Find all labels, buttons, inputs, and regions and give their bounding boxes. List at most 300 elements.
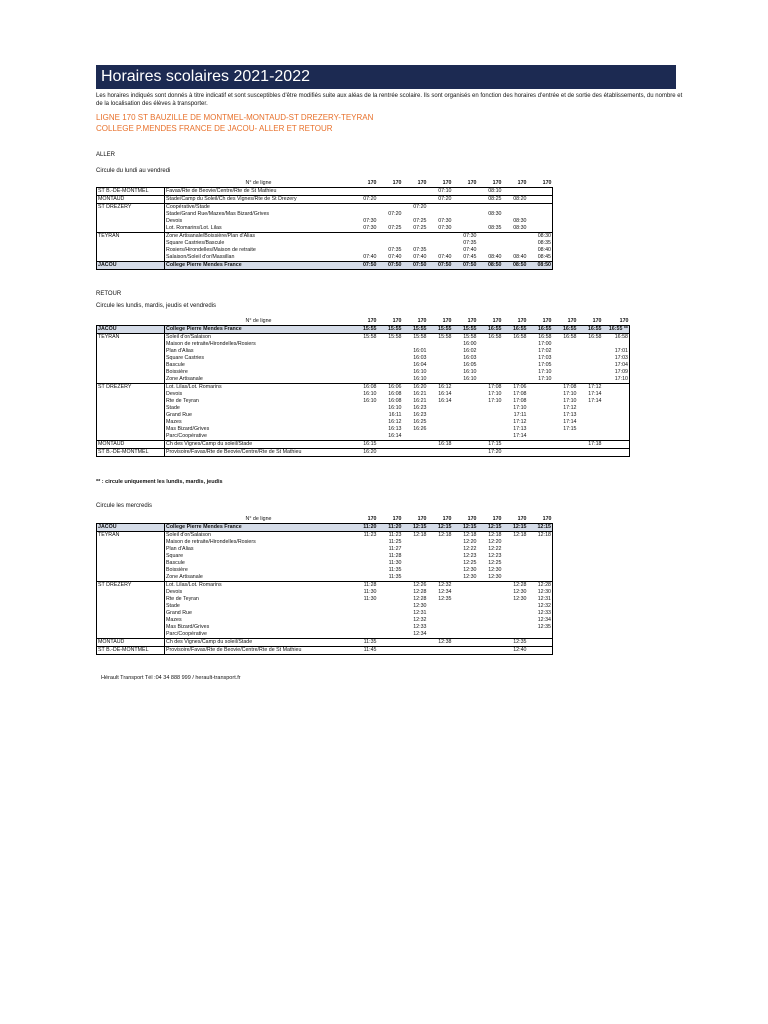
time-cell [478,426,503,433]
time-cell: 17:08 [513,391,527,398]
time-cell: 12:35 [503,639,528,647]
line-number: 170 [528,516,553,524]
table-row [97,369,630,376]
time-cell: 07:50 [353,262,378,270]
line-number: 170 [428,180,453,188]
time-cell [503,449,528,457]
time-cell: 11:45 [353,647,378,655]
time-cell: 17:10 [563,391,577,398]
time-cell: 12:20 [463,539,477,546]
time-cell [353,369,378,376]
header-row [97,516,553,524]
time-cell [528,639,553,647]
time-cell [378,610,403,617]
time-cell [378,596,403,603]
stop-cell: Parc/Coopérative [165,433,353,441]
time-cell [453,647,478,655]
time-cell: 07:10 [438,188,452,195]
time-cell [503,553,528,560]
time-cell [378,582,403,590]
time-cell [453,218,478,225]
time-cell [378,589,403,596]
time-cell [478,362,503,369]
time-cell: 12:15 [403,524,428,532]
time-cell: 11:30 [363,589,377,596]
time-cell: 16:26 [413,426,427,433]
time-cell: 12:30 [513,596,527,603]
time-cell [553,449,578,457]
line-number: 170 [378,318,403,326]
stop-cell: Square Castries [165,355,353,362]
time-cell: 12:28 [503,582,528,590]
time-cell: 12:25 [488,560,502,567]
time-cell [478,631,503,639]
time-cell [603,391,630,398]
time-cell [528,196,553,204]
time-cell [353,348,378,355]
time-cell [353,433,378,441]
time-cell [378,233,403,241]
time-cell [528,188,553,196]
stop-cell: Ch des Vignes/Camp du soleil/Stade [165,639,353,647]
time-cell [603,384,630,392]
table-row [97,441,630,449]
town-cell [97,617,165,624]
stop-cell: Parc/Coopérative [165,631,353,639]
line-number: 170 [478,516,503,524]
time-cell [578,412,603,419]
stop-cell: Mazes [165,419,353,426]
stop-cell: Provisoire/Favas/Rte de Beovie/Centre/Rte de St Mathieu [165,647,353,655]
town-cell [97,362,165,369]
time-cell [503,369,528,376]
table-row [97,582,553,590]
time-cell [528,419,553,426]
table-row [97,539,553,546]
table-row [97,262,553,270]
time-cell: 11:30 [363,596,377,603]
time-cell [528,567,553,574]
time-cell [478,218,503,225]
time-cell [428,539,453,546]
line-number: 170 [378,516,403,524]
intro-text: Les horaires indiqués sont donnés à titre indicatif et sont susceptibles d'être modifiés suite aux aléas de la rentrée scolaire. Ils sont organisés en fonction des horaires d'entrée et de sortie des établissements, du nombre et de la localisation des élèves à transporter. [96,93,683,107]
time-cell: 08:20 [503,196,528,204]
time-cell [503,240,528,247]
stop-cell: Plan d'Alias [165,348,353,355]
stop-cell: Grand Rue [165,412,353,419]
time-cell [428,631,453,639]
stop-cell: College Pierre Mendes France [165,326,353,334]
line-title: LIGNE 170 ST BAUZILLE DE MONTMEL-MONTAUD-ST DREZERY-TEYRAN [96,113,374,122]
stop-cell: Plan d'Alias [165,546,353,553]
line-number: 170 [353,180,378,188]
time-cell: 16:55 [528,326,553,334]
town-cell [97,398,165,405]
time-cell: 07:25 [413,218,427,225]
time-cell [353,405,378,412]
table-row [97,326,630,334]
time-cell [378,624,403,631]
time-cell: 16:10 [463,369,477,376]
time-cell [578,433,603,441]
time-cell [453,398,478,405]
time-cell: 08:40 [513,254,527,261]
town-cell [97,589,165,596]
time-cell [378,369,403,376]
time-cell: 07:50 [403,262,428,270]
time-cell: 08:35 [488,225,502,232]
time-cell: 16:58 [603,334,630,342]
time-cell [428,603,453,610]
time-cell: 16:55 [503,326,528,334]
stop-cell: Mazes [165,617,353,624]
time-cell [553,355,578,362]
time-cell [503,539,528,546]
time-cell: 17:15 [563,426,577,433]
time-cell [353,539,378,546]
time-cell: 12:32 [528,603,553,610]
time-cell: 16:15 [353,441,378,449]
time-cell: 08:35 [528,240,553,247]
time-cell [453,405,478,412]
time-cell [353,341,378,348]
time-cell [353,560,378,567]
time-cell [378,631,403,639]
table-row [97,596,553,603]
line-subtitle: COLLEGE P.MENDES FRANCE DE JACOU- ALLER ET RETOUR [96,124,333,133]
stop-cell: College Pierre Mendes France [165,262,353,270]
time-cell: 17:10 [603,376,630,384]
time-cell [528,560,553,567]
time-cell [378,639,403,647]
time-cell [353,603,378,610]
footer-contact: Hérault Transport Tél :04 34 888 999 / herault-transport.fr [101,675,241,681]
time-cell [353,553,378,560]
time-cell [403,233,428,241]
line-number: 170 [503,180,528,188]
table-row [97,624,553,631]
table-row [97,449,630,457]
time-cell: 15:55 [353,326,378,334]
time-cell: 08:30 [528,233,553,241]
time-cell: 16:58 [553,334,578,342]
retour-subheading: Circule les lundis, mardis, jeudis et vendredis [96,303,217,309]
table-row [97,419,630,426]
time-cell [553,376,578,384]
time-cell [453,582,478,590]
time-cell: 15:55 [453,326,478,334]
table-row [97,433,630,441]
time-cell [428,376,453,384]
time-cell [453,441,478,449]
time-cell [528,405,553,412]
stop-cell: Zone Artisanale/Boissière/Plan d'Alias [165,233,353,241]
time-cell [428,546,453,553]
time-cell [353,376,378,384]
town-cell: MONTAUD [97,196,165,204]
time-cell [603,405,630,412]
time-cell [378,362,403,369]
time-cell: 16:10 [363,398,377,405]
time-cell [528,539,553,546]
town-cell [97,405,165,412]
time-cell [378,376,403,384]
time-cell: 12:28 [528,582,553,590]
time-cell: 07:30 [363,225,377,232]
line-number: 170 [478,318,503,326]
time-cell: 15:58 [353,334,378,342]
town-cell [97,376,165,384]
table-row [97,639,553,647]
time-cell [553,441,578,449]
town-cell: ST DREZERY [97,384,165,392]
time-cell: 08:40 [488,254,502,261]
time-cell [353,412,378,419]
stop-cell: Stade/Camp du Soleil/Ch des Vignes/Rte de St Drezery [165,196,353,204]
time-cell [403,553,428,560]
time-cell: 16:58 [503,334,528,342]
time-cell: 12:34 [528,617,553,624]
time-cell [603,398,630,405]
stop-cell: Mas Bizard/Grives [165,426,353,433]
line-number: 170 [453,516,478,524]
line-number: 170 [503,516,528,524]
time-cell [428,341,453,348]
time-cell [453,419,478,426]
table-row [97,426,630,433]
town-cell [97,225,165,233]
time-cell [478,639,503,647]
time-cell: 16:10 [463,376,477,383]
time-cell: 07:40 [463,247,477,254]
time-cell [403,567,428,574]
time-cell: 12:15 [428,524,453,532]
time-cell [453,204,478,212]
time-cell: 12:25 [463,560,477,567]
time-cell: 12:30 [513,589,527,596]
time-cell: 12:32 [413,617,427,624]
town-cell [97,624,165,631]
town-cell: JACOU [97,262,165,270]
header-row [97,318,630,326]
time-cell: 17:14 [563,419,577,426]
time-cell: 08:25 [478,196,503,204]
line-number: 170 [578,318,603,326]
table-row [97,567,553,574]
town-cell: TEYRAN [97,233,165,241]
page-title: Horaires scolaires 2021-2022 [96,65,676,89]
time-cell: 16:23 [413,412,427,419]
time-cell [603,341,630,348]
line-number: 170 [453,318,478,326]
time-cell [478,617,503,624]
time-cell: 16:20 [353,449,378,457]
time-cell [503,247,528,254]
town-cell [97,341,165,348]
timetable-aller [96,180,553,270]
stop-cell: Favas/Rte de Beovie/Centre/Rte de St Mathieu [165,188,353,196]
time-cell [553,362,578,369]
time-cell: 12:18 [503,532,528,540]
town-cell [97,567,165,574]
time-cell: 17:01 [603,348,630,355]
time-cell: 12:26 [403,582,428,590]
time-cell [403,196,428,204]
time-cell: 07:20 [428,196,453,204]
time-cell [603,419,630,426]
time-cell: 12:15 [528,524,553,532]
time-cell: 16:18 [428,441,453,449]
time-cell [353,419,378,426]
time-cell [478,348,503,355]
time-cell: 12:34 [438,589,452,596]
time-cell [453,225,478,233]
time-cell [403,441,428,449]
time-cell: 07:35 [413,247,427,254]
time-cell [478,419,503,426]
time-cell [428,449,453,457]
column-header-label: N° de ligne [165,180,353,188]
line-number: 170 [478,180,503,188]
time-cell [603,426,630,433]
time-cell: 07:20 [388,211,402,218]
time-cell: 08:30 [513,225,527,232]
table-row [97,348,630,355]
time-cell [503,560,528,567]
time-cell [378,188,403,196]
time-cell: 17:14 [588,391,602,398]
time-cell [478,603,503,610]
time-cell [403,546,428,553]
time-cell: 16:14 [438,398,452,405]
time-cell [428,426,453,433]
stop-cell: Boissière [165,369,353,376]
time-cell: 15:58 [378,334,403,342]
header-spacer [97,180,165,188]
town-cell [97,218,165,225]
time-cell: 16:25 [413,419,427,426]
table-row [97,574,553,582]
time-cell: 12:35 [438,596,452,603]
time-cell: 16:06 [378,384,403,392]
stop-cell: Square Castries/Bascule [165,240,353,247]
time-cell [503,441,528,449]
town-cell [97,211,165,218]
time-cell [503,631,528,639]
time-cell: 15:58 [428,334,453,342]
time-cell: 17:03 [538,355,552,362]
time-cell [428,348,453,355]
time-cell [378,603,403,610]
time-cell: 07:50 [378,262,403,270]
time-cell [403,188,428,196]
time-cell: 07:50 [453,262,478,270]
time-cell [503,188,528,196]
table-row [97,589,553,596]
time-cell: 11:23 [353,532,378,540]
time-cell: 12:35 [528,624,553,631]
time-cell: 17:11 [513,412,527,419]
time-cell: 12:18 [403,532,428,540]
time-cell [378,341,403,348]
time-cell [428,355,453,362]
time-cell [378,355,403,362]
time-cell [503,546,528,553]
time-cell [503,348,528,355]
time-cell: 16:05 [463,362,477,369]
time-cell: 17:13 [563,412,577,419]
time-cell: 11:35 [388,567,402,574]
time-cell [403,240,428,247]
footnote: ** : circule uniquement les lundis, mardis, jeudis [96,479,223,485]
stop-cell: Boissière [165,567,353,574]
stop-cell: Devois [165,391,353,398]
time-cell [478,589,503,596]
time-cell: 08:50 [528,262,553,270]
table-row [97,247,553,254]
time-cell: 12:23 [488,553,502,560]
time-cell [478,582,503,590]
time-cell [478,412,503,419]
town-cell [97,433,165,441]
time-cell [553,341,578,348]
stop-cell: Stade [165,603,353,610]
time-cell: 17:12 [513,419,527,426]
time-cell: 12:31 [413,610,427,617]
town-cell [97,348,165,355]
time-cell: 12:15 [478,524,503,532]
time-cell: 15:55 [403,326,428,334]
town-cell: ST DREZERY [97,582,165,590]
time-cell: 16:10 [363,391,377,398]
table-row [97,610,553,617]
table-row [97,412,630,419]
time-cell [503,617,528,624]
time-cell [528,433,553,441]
table-row [97,196,553,204]
time-cell [353,211,378,218]
time-cell [453,589,478,596]
time-cell [503,341,528,348]
time-cell [403,560,428,567]
time-cell [453,449,478,457]
time-cell: 16:21 [413,391,427,398]
time-cell [453,426,478,433]
time-cell [353,617,378,624]
table-row [97,334,630,342]
time-cell [478,647,503,655]
time-cell [453,384,478,392]
town-cell: MONTAUD [97,639,165,647]
time-cell [428,247,453,254]
time-cell [378,204,403,212]
time-cell [428,412,453,419]
town-cell [97,539,165,546]
time-cell [353,546,378,553]
time-cell: 16:55 [553,326,578,334]
time-cell [503,610,528,617]
time-cell: 17:10 [488,391,502,398]
time-cell [478,341,503,348]
time-cell: 07:45 [463,254,477,261]
time-cell [353,574,378,582]
time-cell: 16:58 [478,334,503,342]
time-cell [353,204,378,212]
time-cell [428,369,453,376]
time-cell [478,624,503,631]
table-row [97,647,553,655]
